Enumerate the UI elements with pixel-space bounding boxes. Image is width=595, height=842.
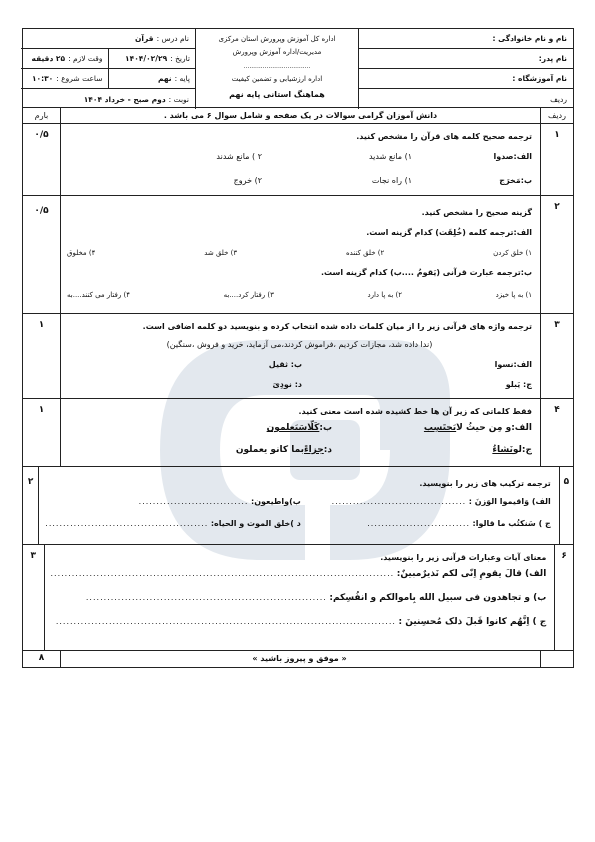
student-info xyxy=(358,29,573,109)
answer-blank[interactable]: ............................... xyxy=(138,497,249,506)
grade-start-row xyxy=(21,69,195,89)
item-text: ج ) سَنکتُب ما قالوا: xyxy=(472,519,551,528)
phrase-text: ج:لو xyxy=(512,445,532,455)
item-text: د )خلق الموت و الحیاه: xyxy=(210,519,301,528)
start-time-cell xyxy=(21,69,109,88)
question-number: ۴ xyxy=(540,399,573,466)
subject-label: نام درس : xyxy=(156,34,189,43)
duration-cell xyxy=(21,49,109,68)
question-score: ۲ xyxy=(27,477,34,487)
verse-text: الف) قالَ یقومِ اِنّی لکم نَذیرٌمبینٌ: xyxy=(396,569,547,579)
question-title: فقط کلماتی که زیر آن ها خط کشیده شده است معنی کنید. xyxy=(298,407,532,416)
question-word: الف:نسوا xyxy=(494,360,532,369)
word-bank: (ندا داده شد، مجازات کردیم ،فراموش کردند،می آزماید، خرید و فروش ،سنگین) xyxy=(166,340,433,349)
question-number: ۲ xyxy=(540,196,573,313)
date-duration-row xyxy=(21,49,195,69)
question-title: ترجمه ترکیب های زیر را بنویسید. xyxy=(419,479,551,488)
subject-row xyxy=(21,29,195,49)
date-value: ۱۴۰۴/۰۲/۲۹ xyxy=(125,54,168,63)
header-row-number: ردیف xyxy=(540,108,573,123)
option[interactable]: ۳) خلق شد xyxy=(204,249,238,257)
question-row-2 xyxy=(23,195,573,313)
header-score: بارم xyxy=(34,111,49,120)
phrase-text: ب: xyxy=(319,423,332,433)
option[interactable]: ۲ ) مانع شدند xyxy=(216,152,262,161)
school-label: نام آموزشگاه : xyxy=(512,74,567,83)
student-name-label: نام و نام خانوادگی : xyxy=(492,34,567,43)
start-time-label: ساعت شروع : xyxy=(56,74,103,83)
answer-line xyxy=(67,419,532,437)
question-word: ب: ثقیل xyxy=(268,360,302,369)
exam-info xyxy=(21,29,195,109)
question-body xyxy=(38,467,559,544)
question-number: ۶ xyxy=(554,545,573,650)
question-body xyxy=(60,196,540,313)
school-row xyxy=(359,69,573,89)
answer-line xyxy=(67,148,532,166)
question-number: ۵ xyxy=(559,467,573,544)
question-row-3 xyxy=(23,313,573,398)
option[interactable]: ۲) به پا دارد xyxy=(367,291,402,299)
option[interactable]: ۳) رفتار کرد....به xyxy=(223,291,274,299)
answer-item xyxy=(86,589,546,607)
footer-row xyxy=(23,650,573,667)
answer-line xyxy=(51,565,547,583)
shift-row xyxy=(21,89,195,109)
answer-blank[interactable]: ............................. xyxy=(367,519,470,528)
footer-blank xyxy=(540,651,573,667)
underlined-word: کَلّاسَیَعلمون xyxy=(266,423,320,433)
answer-item xyxy=(45,493,301,511)
office-line-1: اداره کل آموزش وپرورش استان مرکزی xyxy=(218,35,336,43)
option[interactable]: ۱) خلق کردن xyxy=(493,249,532,257)
answer-blank[interactable]: .................................................................... xyxy=(85,593,327,602)
question-title: ترجمه صحیح کلمه های قرآن را مشخص کنید. xyxy=(356,132,532,141)
footer-message: « موفق و پیروز باشید » xyxy=(60,651,540,667)
underlined-word: نَشاءُ xyxy=(492,445,513,455)
answer-blank[interactable]: .............................................. xyxy=(45,519,209,528)
question-word: د: نودِیَ xyxy=(272,380,302,389)
subject-value: قرآن xyxy=(135,34,154,43)
sub-question-title: الف:ترجمه کلمه (خُلِقَت) کدام گزینه است. xyxy=(366,228,532,237)
answer-line xyxy=(67,376,532,394)
start-time-value: ۱۰:۳۰ xyxy=(31,74,54,83)
question-phrase xyxy=(332,419,532,437)
shift-label: نوبت : xyxy=(168,94,189,104)
option[interactable]: ۲) خروج xyxy=(233,176,262,185)
answer-line xyxy=(67,356,532,374)
father-name-label: نام پدر: xyxy=(538,54,567,63)
question-phrase xyxy=(332,441,532,459)
date-label: تاریخ : xyxy=(170,54,190,63)
question-word: ج: یَبلو xyxy=(505,380,532,389)
answer-item xyxy=(56,613,546,631)
question-score: ۱ xyxy=(38,320,45,330)
question-score: ۳ xyxy=(30,551,36,561)
office-line-5: هماهنگ استانی پایه نهم xyxy=(229,90,325,99)
exam-header xyxy=(22,28,574,108)
phrase-text: بما کانو یعملون xyxy=(235,445,304,455)
question-score: ۰/۵ xyxy=(34,206,49,216)
question-number: ۳ xyxy=(540,314,573,398)
question-body xyxy=(44,545,555,650)
answer-line xyxy=(67,441,532,459)
answer-blank[interactable]: ................................................................................................ xyxy=(55,617,396,626)
question-title: معنای آیات وعبارات قرآنی زیر را بنویسید. xyxy=(380,553,547,562)
shift-value: دوم صبح - خرداد ۱۴۰۴ xyxy=(83,94,166,104)
question-row-6 xyxy=(23,544,573,650)
answer-line xyxy=(51,589,547,607)
office-line-4: اداره ارزشیابی و تضمین کیفیت xyxy=(231,75,323,83)
question-row-4 xyxy=(23,398,573,466)
answer-line xyxy=(67,172,532,190)
table-header-row xyxy=(23,108,573,123)
question-word: ب:مَخرَج xyxy=(499,176,532,185)
answer-item xyxy=(45,515,301,533)
answer-line xyxy=(45,493,551,511)
row-number-label: ردیف xyxy=(550,94,567,104)
question-word: الف:صدوا xyxy=(493,152,532,161)
options-line xyxy=(67,286,532,304)
question-row-5 xyxy=(23,466,573,544)
question-phrase xyxy=(162,441,332,459)
question-title: گزینه صحیح را مشخص کنید. xyxy=(421,208,532,217)
answer-item xyxy=(301,515,551,533)
office-info xyxy=(195,29,358,109)
question-title: ترجمه واژه های قرآنی زیر را از میان کلمات داده شده انتخاب کرده و بنویسید دو کلمه اضافی است. xyxy=(142,322,532,331)
answer-line xyxy=(45,515,551,533)
question-body xyxy=(60,399,540,466)
grade-value: نهم xyxy=(157,74,172,83)
phrase-text: د: xyxy=(323,445,332,455)
sub-question-title: ب:ترجمه عبارت قرآنی (یَقومُ ....ب) کدام گزینه است. xyxy=(320,268,532,277)
question-score: ۱ xyxy=(38,405,45,415)
underlined-word: جزاءً xyxy=(304,445,324,455)
duration-label: وقت لازم : xyxy=(68,54,103,63)
verse-text: ج ) اِنَّهُم کانوا قَبلَ ذلک مُحسِنینَ : xyxy=(398,617,547,627)
header-intro: دانش آموزان گرامی سوالات در یک صفحه و شامل سوال ۶ می باشد . xyxy=(60,108,540,123)
question-phrase xyxy=(182,419,332,437)
option[interactable]: ۱) به پا خیزد xyxy=(495,291,532,299)
answer-item xyxy=(301,493,551,511)
question-number: ۱ xyxy=(540,124,573,195)
option[interactable]: ۴) رفتار می کنند....به xyxy=(67,291,130,299)
options-line xyxy=(67,244,532,262)
item-text: الف) وَاقیموا الوَزنَ : xyxy=(468,497,551,506)
office-line-2: مدیریت/اداره آموزش وپرورش xyxy=(232,48,322,56)
answer-blank[interactable]: ................................................................................................. xyxy=(50,569,395,578)
questions-table xyxy=(22,108,574,668)
question-body xyxy=(60,124,540,195)
question-score: ۰/۵ xyxy=(34,130,49,140)
phrase-text: الف:و مِن حیثُ لا xyxy=(456,423,532,433)
date-cell xyxy=(109,49,196,68)
father-name-row xyxy=(359,49,573,69)
question-row-1 xyxy=(23,123,573,195)
duration-value: ۲۵ دقیقه xyxy=(31,54,66,63)
grade-label: پایه : xyxy=(174,74,190,83)
office-line-3: ................................... xyxy=(243,63,311,70)
answer-item xyxy=(51,565,547,583)
exam-page xyxy=(22,28,574,668)
student-name-row xyxy=(359,29,573,49)
grade-cell xyxy=(109,69,196,88)
underlined-word: یَحتَسِب xyxy=(423,423,457,433)
option[interactable]: ۱) راه نجات xyxy=(371,176,412,185)
answer-line xyxy=(51,613,547,631)
option[interactable]: ۲) خلق کننده xyxy=(345,249,385,257)
verse-text: ب) و تجاهدون فی سبیل الله بِاموالکم و انفُسِکم: xyxy=(329,593,547,603)
item-text: ب)واطیعون: xyxy=(251,497,301,506)
option[interactable]: ۱) مانع شدید xyxy=(368,152,412,161)
total-score: ۸ xyxy=(38,653,45,663)
option[interactable]: ۴) مخلوق xyxy=(67,249,96,257)
question-body xyxy=(60,314,540,398)
row-number-row xyxy=(359,89,573,109)
answer-blank[interactable]: ...................................... xyxy=(331,497,467,506)
